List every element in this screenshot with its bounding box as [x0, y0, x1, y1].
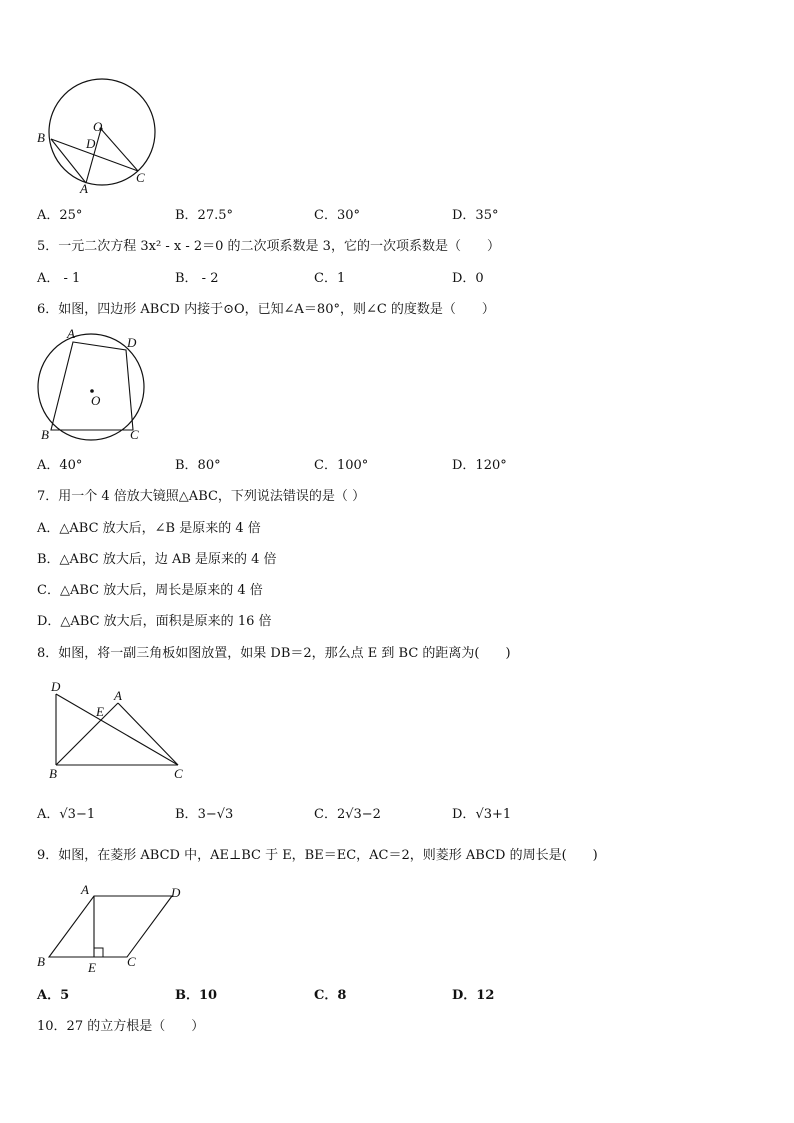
q8-option-a-letter: A． [37, 807, 60, 822]
q8-option-c-letter: C． [314, 807, 337, 822]
label-C: C [174, 766, 183, 781]
q6-stem: 6．如图，四边形 ABCD 内接于⊙O，已知∠A＝80°，则∠C 的度数是（ ） [37, 302, 495, 317]
q8-option-b-letter: B． [175, 807, 198, 822]
q5-option-c[interactable]: C．1 [314, 271, 346, 286]
q8-option-b[interactable] [175, 807, 233, 823]
label-D: D [171, 885, 181, 900]
q8-stem: 8．如图，将一副三角板如图放置，如果 DB＝2，那么点 E 到 BC 的距离为( ) [37, 646, 511, 661]
label-B: B [41, 427, 49, 442]
label-B: B [49, 766, 57, 781]
q8-option-d-value: √3+1 [475, 807, 512, 822]
label-D: D [86, 136, 96, 151]
q8-option-a[interactable] [37, 807, 95, 823]
right-angle-mark [94, 948, 103, 957]
q6-option-c[interactable]: C．100° [314, 458, 369, 473]
q7-choice-a[interactable]: A．△ABC 放大后，∠B 是原来的 4 倍 [37, 521, 261, 536]
q7-choice-d[interactable]: D．△ABC 放大后，面积是原来的 16 倍 [37, 614, 272, 629]
q9-option-c[interactable]: C．8 [314, 988, 347, 1003]
q8-option-d-letter: D． [452, 807, 476, 822]
q7-stem: 7．用一个 4 倍放大镜照△ABC，下列说法错误的是（ ） [37, 489, 366, 504]
q8-option-b-value: 3−√3 [197, 807, 234, 822]
label-C: C [127, 954, 136, 969]
q4-option-b[interactable]: B．27.5° [175, 208, 233, 223]
label-A: A [81, 882, 89, 897]
figure-q4 [34, 74, 164, 196]
q5-option-a[interactable]: A． - 1 [37, 271, 81, 286]
q7-choice-b[interactable]: B．△ABC 放大后，边 AB 是原来的 4 倍 [37, 552, 277, 567]
label-B: B [37, 954, 45, 969]
label-A: A [114, 688, 122, 703]
q5-stem: 5．一元二次方程 3x² - x - 2＝0 的二次项系数是 3，它的一次项系数是（ ） [37, 239, 500, 254]
figure-q9 [34, 880, 194, 976]
q10-stem: 10．27 的立方根是（ ） [37, 1019, 205, 1034]
q9-option-d[interactable]: D．12 [452, 988, 495, 1003]
q6-option-d[interactable]: D．120° [452, 458, 507, 473]
rhombus-ABCD [49, 896, 172, 957]
label-D: D [51, 679, 61, 694]
label-E: E [88, 960, 96, 975]
q8-option-c[interactable] [314, 807, 381, 823]
q6-option-a[interactable]: A．40° [37, 458, 83, 473]
q9-stem: 9．如图，在菱形 ABCD 中，AE⊥BC 于 E，BE＝EC，AC＝2，则菱形 ABCD 的周长是( ) [37, 848, 598, 863]
label-B: B [37, 130, 45, 145]
label-C: C [130, 427, 139, 442]
label-A: A [80, 181, 88, 196]
q7-choice-c[interactable]: C．△ABC 放大后，周长是原来的 4 倍 [37, 583, 263, 598]
q8-option-a-value: √3−1 [59, 807, 96, 822]
q5-option-d[interactable]: D．0 [452, 271, 484, 286]
q5-option-b[interactable]: B． - 2 [175, 271, 219, 286]
q8-option-c-value: 2√3−2 [336, 807, 381, 822]
figure-q8 [44, 676, 194, 784]
label-E: E [96, 704, 104, 719]
quadrilateral-ABCD [51, 342, 133, 430]
q9-option-b[interactable]: B．10 [175, 988, 218, 1003]
q4-option-c[interactable]: C．30° [314, 208, 360, 223]
q9-option-a[interactable]: A．5 [37, 988, 70, 1003]
q4-option-a[interactable]: A．25° [37, 208, 83, 223]
label-O: O [91, 393, 101, 408]
label-O: O [93, 119, 103, 134]
q6-option-b[interactable]: B．80° [175, 458, 221, 473]
q4-option-d[interactable]: D．35° [452, 208, 499, 223]
label-D: D [127, 335, 137, 350]
segment-AC [118, 703, 178, 765]
q8-option-d[interactable] [452, 807, 511, 823]
label-C: C [136, 170, 145, 185]
label-A: A [67, 326, 75, 341]
figure-q6 [34, 325, 152, 443]
